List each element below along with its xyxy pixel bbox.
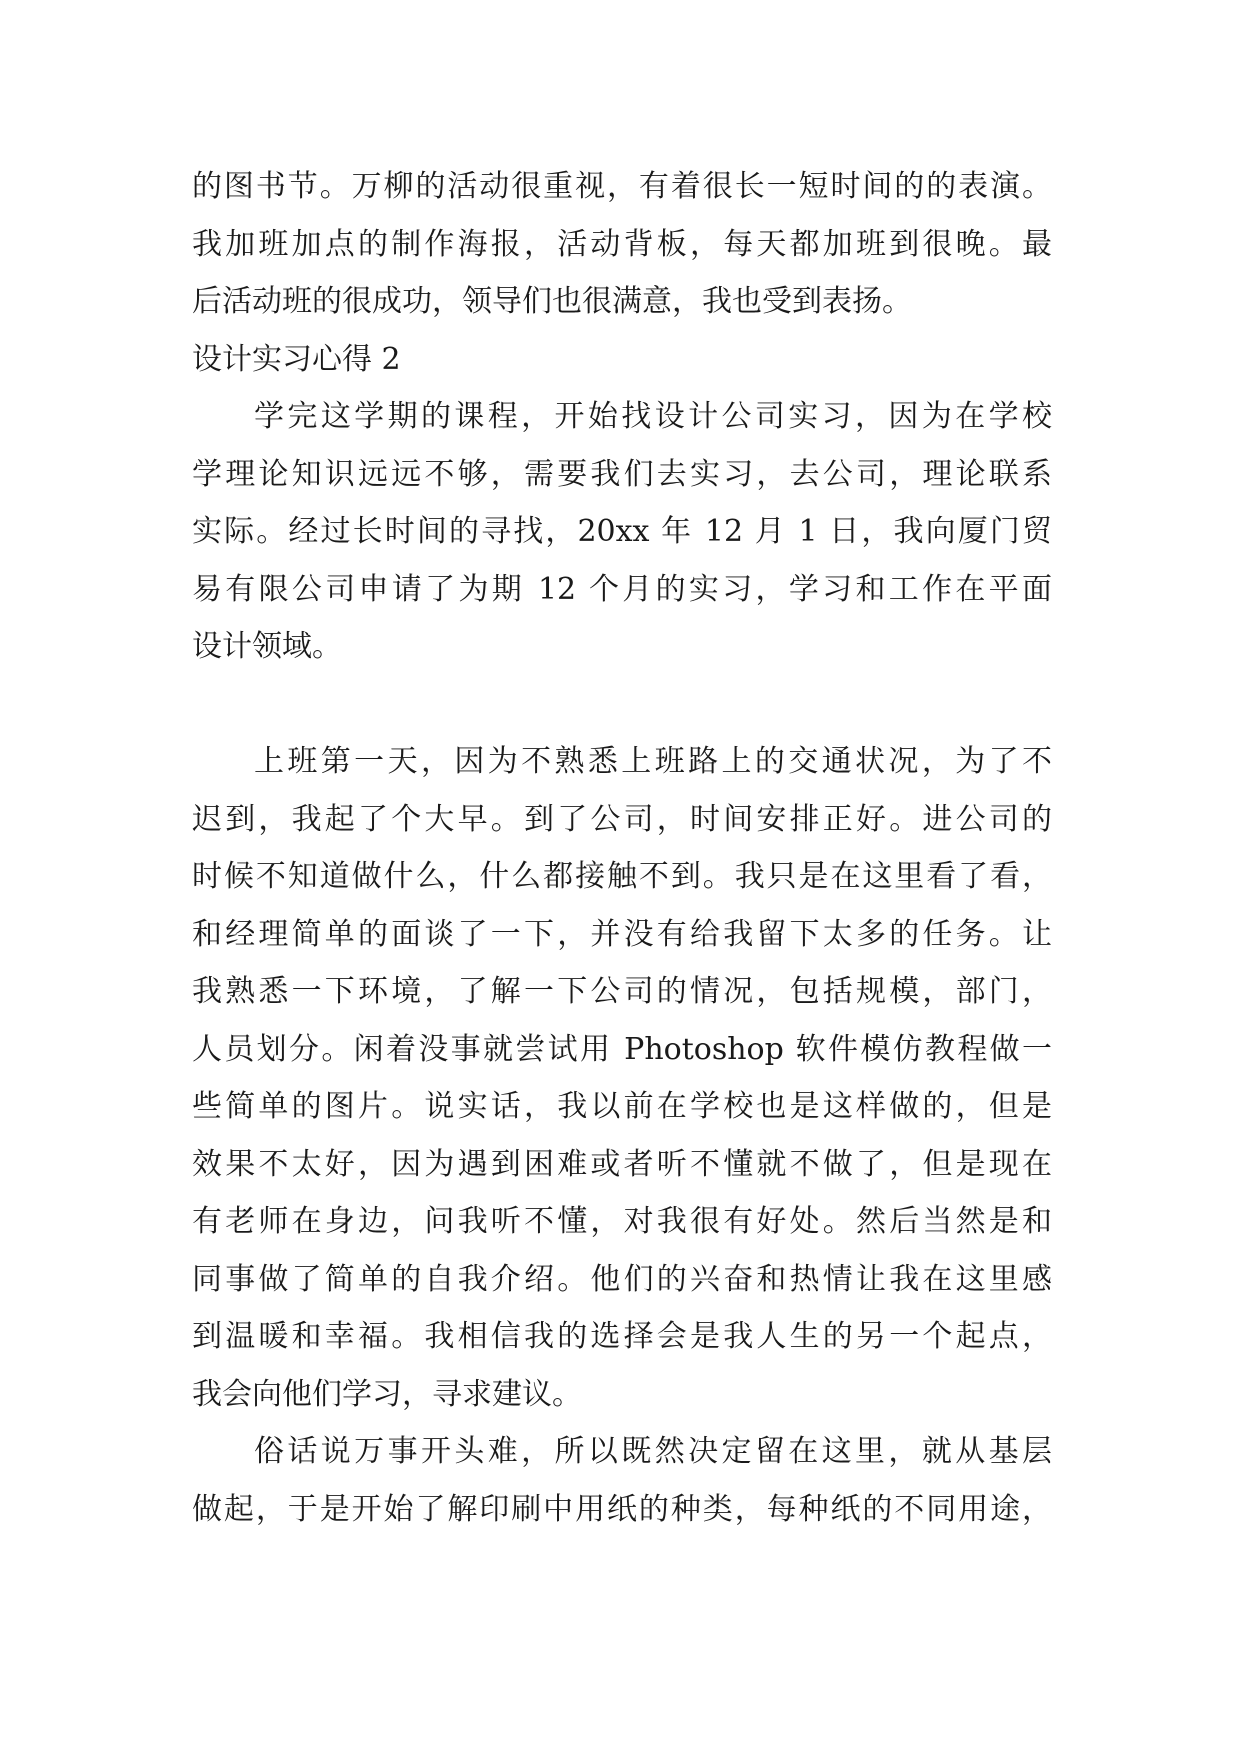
text-line: 设计领域。	[192, 629, 342, 664]
section-heading: 设计实习心得 2	[192, 341, 401, 377]
text-line: 学完这学期的课程，开始找设计公司实习，因为在学校	[254, 399, 1052, 434]
text-line: 迟到，我起了个大早。到了公司，时间安排正好。进公司的	[192, 801, 1052, 837]
text-line: 上班第一天，因为不熟悉上班路上的交通状况，为了不	[254, 744, 1052, 779]
text-line: 我会向他们学习，寻求建议。	[192, 1376, 582, 1412]
text-line: 做起，于是开始了解印刷中用纸的种类，每种纸的不同用途，	[192, 1491, 1052, 1527]
paragraph	[192, 733, 1052, 1423]
text-line: 我熟悉一下环境，了解一下公司的情况，包括规模，部门，	[192, 974, 1052, 1009]
paragraph	[192, 388, 1052, 676]
text-line: 和经理简单的面谈了一下，并没有给我留下太多的任务。让	[192, 916, 1052, 952]
text-line: 后活动班的很成功，领导们也很满意，我也受到表扬。	[192, 284, 912, 319]
text-line: 学理论知识远远不够，需要我们去实习，去公司，理论联系	[192, 456, 1052, 492]
text-line: 到温暖和幸福。我相信我的选择会是我人生的另一个起点，	[192, 1319, 1052, 1354]
text-line: 我加班加点的制作海报，活动背板，每天都加班到很晚。最	[192, 226, 1052, 262]
paragraph	[192, 158, 1052, 331]
text-line: 俗话说万事开头难，所以既然决定留在这里，就从基层	[254, 1434, 1052, 1469]
text-line: 的图书节。万柳的活动很重视，有着很长一短时间的的表演。	[192, 169, 1052, 204]
text-line: 实际。经过长时间的寻找，20xx 年 12 月 1 日，我向厦门贸	[192, 514, 1052, 549]
text-line: 同事做了简单的自我介绍。他们的兴奋和热情让我在这里感	[192, 1261, 1052, 1297]
text-line: 些简单的图片。说实话，我以前在学校也是这样做的，但是	[192, 1089, 1052, 1124]
text-line: 易有限公司申请了为期 12 个月的实习，学习和工作在平面	[192, 571, 1052, 607]
paragraph	[192, 1423, 1052, 1538]
text-line: 效果不太好，因为遇到困难或者听不懂就不做了，但是现在	[192, 1146, 1052, 1182]
text-line: 时候不知道做什么，什么都接触不到。我只是在这里看了看，	[192, 859, 1052, 894]
text-line: 有老师在身边，问我听不懂，对我很有好处。然后当然是和	[192, 1204, 1052, 1239]
document-body	[192, 158, 1052, 1538]
paragraph-gap	[192, 676, 1052, 734]
text-line: 人员划分。闲着没事就尝试用 Photoshop 软件模仿教程做一	[192, 1031, 1052, 1067]
